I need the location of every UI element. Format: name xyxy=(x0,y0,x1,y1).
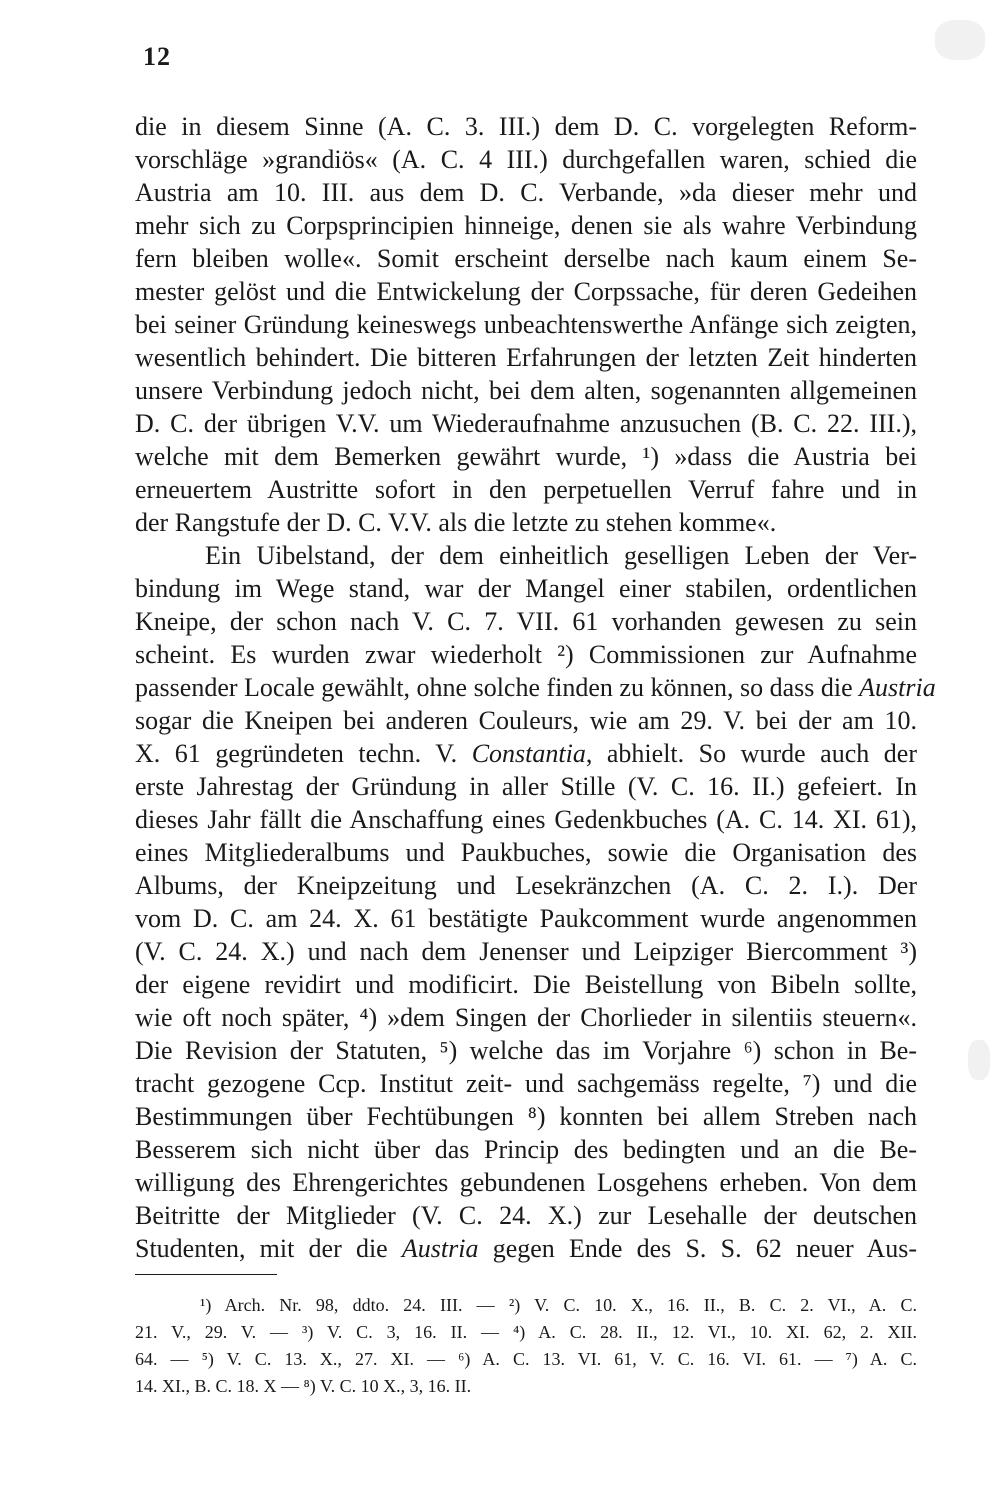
text-line: scheint. Es wurden zwar wiederholt ²) Commissionen zur Aufnahme xyxy=(135,640,917,669)
footnote-line: 21. V., 29. V. — ³) V. C. 3, 16. II. — ⁴) A. C. 28. II., 12. VI., 10. XI. 62, 2. XII. xyxy=(135,1322,917,1342)
text-line: eines Mitgliederalbums und Paukbuches, sowie die Organisation des xyxy=(135,838,917,867)
text-line: der eigene revidirt und modificirt. Die Beistellung von Bibeln sollte, xyxy=(135,970,917,999)
text-line: D. C. der übrigen V.V. um Wiederaufnahme anzusuchen (B. C. 22. III.), xyxy=(135,409,917,438)
text-line: Studenten, mit der die Austria gegen Ende des S. S. 62 neuer Aus- xyxy=(135,1234,918,1263)
text-line: erneuertem Austritte sofort in den perpetuellen Verruf fahre und in xyxy=(135,475,917,504)
italic-name: Constantia xyxy=(471,739,586,768)
italic-name: Austria xyxy=(401,1234,479,1263)
text-line: Austria am 10. III. aus dem D. C. Verbande, »da dieser mehr und xyxy=(135,178,917,207)
text-line: wesentlich behindert. Die bitteren Erfahrungen der letzten Zeit hinderten xyxy=(135,343,917,372)
text-line: wie oft noch später, ⁴) »dem Singen der Chorlieder in silentiis steuern«. xyxy=(135,1003,917,1032)
text-line: mester gelöst und die Entwickelung der Corpssache, für deren Gedeihen xyxy=(135,277,917,306)
paper-stain xyxy=(935,20,985,60)
text-line: vorschläge »grandiös« (A. C. 4 III.) durchgefallen waren, schied die xyxy=(135,145,917,174)
text-line: Albums, der Kneipzeitung und Lesekränzchen (A. C. 2. I.). Der xyxy=(135,871,917,900)
text-line: erste Jahrestag der Gründung in aller Stille (V. C. 16. II.) gefeiert. In xyxy=(135,772,917,801)
text-line: fern bleiben wolle«. Somit erscheint derselbe nach kaum einem Se- xyxy=(135,244,917,273)
text-line: Kneipe, der schon nach V. C. 7. VII. 61 vorhanden gewesen zu sein xyxy=(135,607,917,636)
page-number: 12 xyxy=(143,42,171,71)
text-line: (V. C. 24. X.) und nach dem Jenenser und Leipziger Biercomment ³) xyxy=(135,937,917,966)
text-line: X. 61 gegründeten techn. V. Constantia, abhielt. So wurde auch der xyxy=(135,739,917,768)
text-line: bei seiner Gründung keineswegs unbeachtenswerthe Anfänge sich zeigten, xyxy=(135,310,917,339)
footnote-line: ¹) Arch. Nr. 98, ddto. 24. III. — ²) V. C. 10. X., 16. II., B. C. 2. VI., A. C. xyxy=(200,1295,917,1315)
text-line: sogar die Kneipen bei anderen Couleurs, wie am 29. V. bei der am 10. xyxy=(135,706,917,735)
text-line: bindung im Wege stand, war der Mangel einer stabilen, ordentlichen xyxy=(135,574,917,603)
text-line: tracht gezogene Ccp. Institut zeit- und sachgemäss regelte, ⁷) und die xyxy=(135,1069,917,1098)
text-line: Ein Uibelstand, der dem einheitlich geselligen Leben der Ver- xyxy=(205,541,917,570)
text-line: vom D. C. am 24. X. 61 bestätigte Paukcomment wurde angenommen xyxy=(135,904,917,933)
footnote-line: 64. — ⁵) V. C. 13. X., 27. XI. — ⁶) A. C. 13. VI. 61, V. C. 16. VI. 61. — ⁷) A. C. xyxy=(135,1349,917,1369)
text-line: mehr sich zu Corpsprincipien hinneige, denen sie als wahre Verbindung xyxy=(135,211,917,240)
text-line: unsere Verbindung jedoch nicht, bei dem alten, sogenannten allgemeinen xyxy=(135,376,917,405)
text-line: Die Revision der Statuten, ⁵) welche das im Vorjahre ⁶) schon in Be- xyxy=(135,1036,917,1065)
text-line: passender Locale gewählt, ohne solche finden zu können, so dass die Austria xyxy=(135,673,936,702)
paper-stain xyxy=(968,1040,990,1080)
footnote-line: 14. XI., B. C. 18. X — ⁸) V. C. 10 X., 3, 16. II. xyxy=(135,1376,472,1396)
text-line: welche mit dem Bemerken gewährt wurde, ¹) »dass die Austria bei xyxy=(135,442,917,471)
italic-name: Austria xyxy=(859,673,936,702)
text-line: dieses Jahr fällt die Anschaffung eines Gedenkbuches (A. C. 14. XI. 61), xyxy=(135,805,917,834)
footnote-separator xyxy=(135,1274,277,1275)
text-line: Beitritte der Mitglieder (V. C. 24. X.) zur Lesehalle der deutschen xyxy=(135,1201,917,1230)
text-line: Besserem sich nicht über das Princip des bedingten und an die Be- xyxy=(135,1135,917,1164)
text-line: die in diesem Sinne (A. C. 3. III.) dem D. C. vorgelegten Reform- xyxy=(135,112,917,141)
text-line: willigung des Ehrengerichtes gebundenen Losgehens erheben. Von dem xyxy=(135,1168,917,1197)
text-line: Bestimmungen über Fechtübungen ⁸) konnten bei allem Streben nach xyxy=(135,1102,917,1131)
text-line: der Rangstufe der D. C. V.V. als die letzte zu stehen komme«. xyxy=(135,508,777,537)
